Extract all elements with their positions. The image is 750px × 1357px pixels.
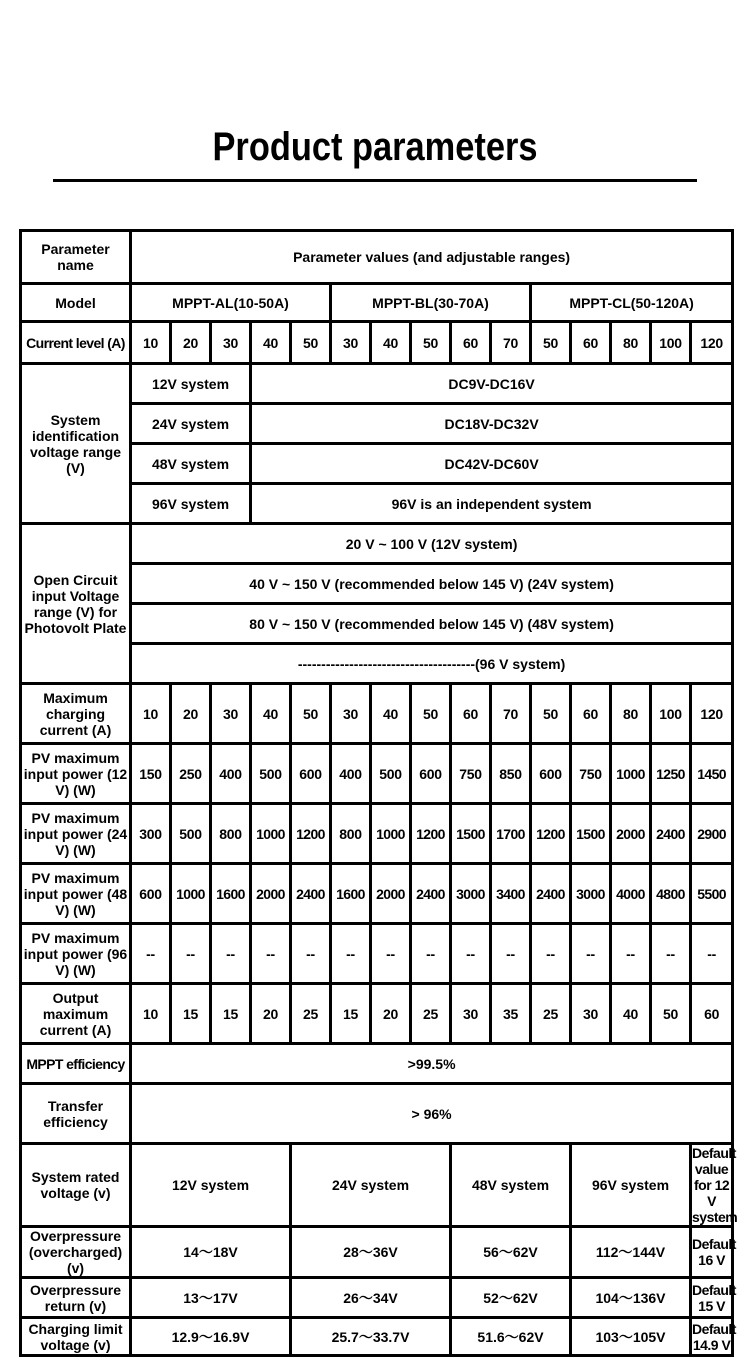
cell: 30	[331, 684, 371, 744]
cell: 120	[691, 322, 733, 364]
cell: 2400	[411, 864, 451, 924]
cell: 2400	[291, 864, 331, 924]
system-id-range: DC42V-DC60V	[251, 444, 733, 484]
pv48-row	[21, 864, 733, 924]
overpressure-return-value: 52～62V	[451, 1278, 571, 1318]
system-id-system: 12V system	[131, 364, 251, 404]
cell: 50	[411, 684, 451, 744]
overpressure-return-default: Default 15 V	[691, 1278, 733, 1318]
cell: --	[131, 924, 171, 984]
cell: 500	[251, 744, 291, 804]
title-underline	[53, 179, 697, 182]
cell: 15	[211, 984, 251, 1044]
overpressure-default: Default 16 V	[691, 1227, 733, 1278]
cell: 30	[211, 684, 251, 744]
overpressure-return-label: Overpressure return (v)	[21, 1278, 131, 1318]
cell: 750	[451, 744, 491, 804]
model-cl: MPPT-CL(50-120A)	[531, 284, 733, 322]
cell: 600	[531, 744, 571, 804]
overpressure-return-value: 13～17V	[131, 1278, 291, 1318]
open-circuit-label: Open Circuit input Voltage range (V) for Photovolt Plate	[21, 524, 131, 684]
cell: 150	[131, 744, 171, 804]
charging-limit-default: Default 14.9 V	[691, 1318, 733, 1356]
cell: 1200	[291, 804, 331, 864]
cell: 1600	[331, 864, 371, 924]
cell: 850	[491, 744, 531, 804]
cell: 1500	[451, 804, 491, 864]
cell: 2000	[251, 864, 291, 924]
cell: 50	[531, 322, 571, 364]
cell: 1500	[571, 804, 611, 864]
open-circuit-row	[21, 524, 733, 564]
charging-limit-value: 12.9～16.9V	[131, 1318, 291, 1356]
cell: 50	[651, 984, 691, 1044]
cell: 40	[371, 322, 411, 364]
overpressure-return-value: 104～136V	[571, 1278, 691, 1318]
cell: --	[171, 924, 211, 984]
mppt-efficiency-label: MPPT efficiency	[21, 1044, 131, 1084]
cell: --	[211, 924, 251, 984]
pv96-row	[21, 924, 733, 984]
cell: 800	[331, 804, 371, 864]
cell: 40	[611, 984, 651, 1044]
overpressure-label: Overpressure (overcharged) (v)	[21, 1227, 131, 1278]
cell: --	[691, 924, 733, 984]
cell: 250	[171, 744, 211, 804]
cell: 35	[491, 984, 531, 1044]
cell: 60	[571, 322, 611, 364]
cell: 50	[411, 322, 451, 364]
transfer-efficiency-row	[21, 1084, 733, 1144]
open-circuit-value: --------------------------------------(96 V system)	[131, 644, 733, 684]
system-id-system: 96V system	[131, 484, 251, 524]
cell: 40	[371, 684, 411, 744]
cell: 25	[531, 984, 571, 1044]
system-id-range: 96V is an independent system	[251, 484, 733, 524]
cell: --	[571, 924, 611, 984]
page-title: Product parameters	[212, 125, 538, 169]
system-id-system: 48V system	[131, 444, 251, 484]
cell: 1000	[611, 744, 651, 804]
pv48-label: PV maximum input power (48 V) (W)	[21, 864, 131, 924]
cell: 2000	[371, 864, 411, 924]
cell: 60	[691, 984, 733, 1044]
cell: 100	[651, 684, 691, 744]
current-level-row	[21, 322, 733, 364]
rated-voltage-value: 48V system	[451, 1144, 571, 1227]
cell: 1250	[651, 744, 691, 804]
cell: 600	[131, 864, 171, 924]
header-row	[21, 231, 733, 284]
open-circuit-value: 40 V ~ 150 V (recommended below 145 V) (24V system)	[131, 564, 733, 604]
system-id-range: DC18V-DC32V	[251, 404, 733, 444]
cell: 60	[451, 322, 491, 364]
rated-voltage-value: 96V system	[571, 1144, 691, 1227]
pv96-label: PV maximum input power (96 V) (W)	[21, 924, 131, 984]
pv24-label: PV maximum input power (24 V) (W)	[21, 804, 131, 864]
cell: 10	[131, 984, 171, 1044]
cell: 600	[291, 744, 331, 804]
param-name-header: Parameter name	[21, 231, 131, 284]
pv12-label: PV maximum input power (12 V) (W)	[21, 744, 131, 804]
cell: 60	[451, 684, 491, 744]
cell: 30	[331, 322, 371, 364]
cell: 750	[571, 744, 611, 804]
open-circuit-value: 80 V ~ 150 V (recommended below 145 V) (48V system)	[131, 604, 733, 644]
rated-voltage-label: System rated voltage (v)	[21, 1144, 131, 1227]
cell: 4800	[651, 864, 691, 924]
cell: 2400	[651, 804, 691, 864]
rated-voltage-default: Default value for 12 V system	[692, 1145, 738, 1225]
cell: 20	[251, 984, 291, 1044]
cell: 1600	[211, 864, 251, 924]
cell: 1000	[171, 864, 211, 924]
overpressure-return-value: 26～34V	[291, 1278, 451, 1318]
charging-limit-value: 103～105V	[571, 1318, 691, 1356]
cell: 40	[251, 322, 291, 364]
max-charging-row	[21, 684, 733, 744]
current-level-label: Current level (A)	[21, 322, 131, 364]
cell: 2000	[611, 804, 651, 864]
parameters-table	[19, 229, 738, 1357]
cell: --	[451, 924, 491, 984]
cell: 60	[571, 684, 611, 744]
cell: 1200	[531, 804, 571, 864]
charging-limit-label: Charging limit voltage (v)	[21, 1318, 131, 1356]
cell: 10	[131, 684, 171, 744]
rated-voltage-value: 12V system	[131, 1144, 291, 1227]
model-row	[21, 284, 733, 322]
cell: 1000	[251, 804, 291, 864]
pv12-row	[21, 744, 733, 804]
transfer-efficiency-label: Transfer efficiency	[21, 1084, 131, 1144]
cell: 80	[611, 684, 651, 744]
cell: 300	[131, 804, 171, 864]
cell: 50	[291, 684, 331, 744]
system-id-range: DC9V-DC16V	[251, 364, 733, 404]
cell: 30	[571, 984, 611, 1044]
cell: 20	[171, 322, 211, 364]
cell: 3000	[451, 864, 491, 924]
cell: 15	[331, 984, 371, 1044]
cell: 1450	[691, 744, 733, 804]
cell: 50	[531, 684, 571, 744]
charging-limit-value: 25.7～33.7V	[291, 1318, 451, 1356]
overpressure-return-row	[21, 1278, 733, 1318]
max-charging-label: Maximum charging current (A)	[21, 684, 131, 744]
cell: 120	[691, 684, 733, 744]
output-max-row	[21, 984, 733, 1044]
cell: 2400	[531, 864, 571, 924]
output-max-label: Output maximum current (A)	[21, 984, 131, 1044]
cell: 20	[171, 684, 211, 744]
overpressure-row	[21, 1227, 733, 1278]
charging-limit-value: 51.6～62V	[451, 1318, 571, 1356]
cell: --	[491, 924, 531, 984]
cell: 25	[411, 984, 451, 1044]
rated-voltage-row	[21, 1144, 733, 1227]
cell: 3000	[571, 864, 611, 924]
overpressure-value: 28～36V	[291, 1227, 451, 1278]
overpressure-value: 112～144V	[571, 1227, 691, 1278]
system-id-row	[21, 364, 733, 404]
mppt-efficiency-row	[21, 1044, 733, 1084]
cell: 30	[211, 322, 251, 364]
model-bl: MPPT-BL(30-70A)	[331, 284, 531, 322]
mppt-efficiency-value: >99.5%	[131, 1044, 733, 1084]
pv24-row	[21, 804, 733, 864]
system-id-label: System identification voltage range (V)	[21, 364, 131, 524]
cell: 100	[651, 322, 691, 364]
cell: 3400	[491, 864, 531, 924]
model-al: MPPT-AL(10-50A)	[131, 284, 331, 322]
cell: 30	[451, 984, 491, 1044]
cell: --	[651, 924, 691, 984]
cell: 500	[171, 804, 211, 864]
cell: 70	[491, 322, 531, 364]
charging-limit-row	[21, 1318, 733, 1356]
cell: 2900	[691, 804, 733, 864]
transfer-efficiency-value: > 96%	[131, 1084, 733, 1144]
cell: --	[531, 924, 571, 984]
cell: 80	[611, 322, 651, 364]
cell: 50	[291, 322, 331, 364]
cell: --	[291, 924, 331, 984]
rated-voltage-value: 24V system	[291, 1144, 451, 1227]
cell: 600	[411, 744, 451, 804]
cell: 1000	[371, 804, 411, 864]
param-values-header: Parameter values (and adjustable ranges)	[131, 231, 733, 284]
cell: 4000	[611, 864, 651, 924]
cell: 800	[211, 804, 251, 864]
cell: 400	[331, 744, 371, 804]
cell: --	[411, 924, 451, 984]
cell: 70	[491, 684, 531, 744]
overpressure-value: 14～18V	[131, 1227, 291, 1278]
cell: --	[251, 924, 291, 984]
overpressure-value: 56～62V	[451, 1227, 571, 1278]
cell: --	[331, 924, 371, 984]
cell: 15	[171, 984, 211, 1044]
cell: --	[611, 924, 651, 984]
cell: 20	[371, 984, 411, 1044]
cell: 1700	[491, 804, 531, 864]
cell: 400	[211, 744, 251, 804]
cell: 40	[251, 684, 291, 744]
system-id-system: 24V system	[131, 404, 251, 444]
open-circuit-value: 20 V ~ 100 V (12V system)	[131, 524, 733, 564]
cell: 500	[371, 744, 411, 804]
cell: 5500	[691, 864, 733, 924]
model-label: Model	[21, 284, 131, 322]
cell: --	[371, 924, 411, 984]
cell: 25	[291, 984, 331, 1044]
cell: 10	[131, 322, 171, 364]
cell: 1200	[411, 804, 451, 864]
